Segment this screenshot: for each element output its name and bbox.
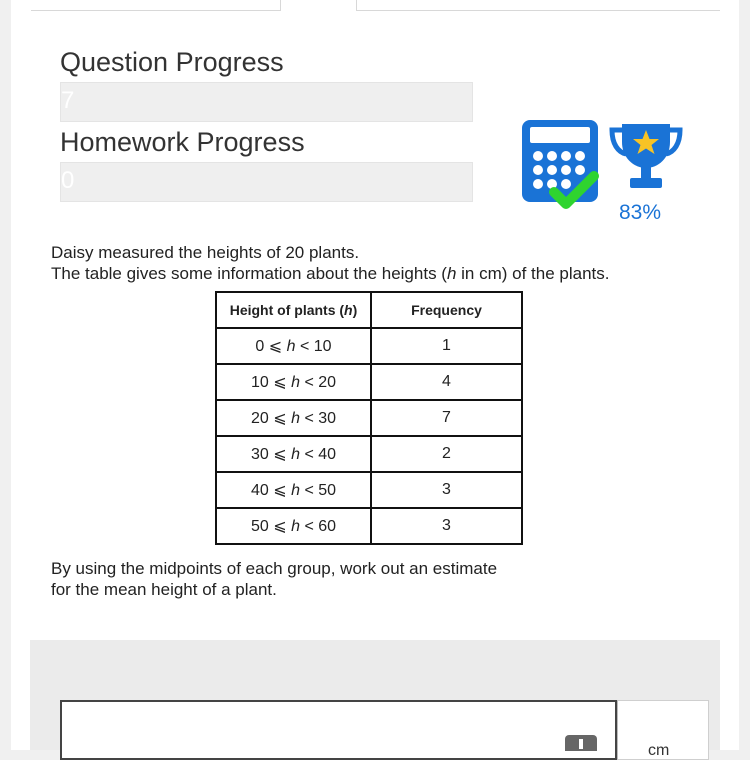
frequency-column-header: Frequency <box>371 292 522 328</box>
content-card <box>11 0 739 759</box>
height-interval-cell: 30 ⩽ h < 40 <box>216 436 371 472</box>
height-interval-cell: 50 ⩽ h < 60 <box>216 508 371 544</box>
height-interval-cell: 40 ⩽ h < 50 <box>216 472 371 508</box>
score-percentage: 83% <box>619 201 662 224</box>
unit-box <box>617 700 709 760</box>
homework-progress-bar <box>60 162 473 202</box>
table-header-row <box>216 292 522 328</box>
answer-input[interactable] <box>60 700 617 760</box>
question-line-1: Daisy measured the heights of 20 plants. <box>51 243 360 262</box>
frequency-cell: 7 <box>371 400 522 436</box>
frequency-cell: 3 <box>371 472 522 508</box>
instruction-line-1: By using the midpoints of each group, work out an estimate <box>51 559 498 578</box>
frequency-cell: 3 <box>371 508 522 544</box>
question-line-2: The table gives some information about the heights (h in cm) of the plants. <box>51 264 610 283</box>
table-row <box>216 364 522 400</box>
frequency-table <box>215 291 523 545</box>
tab-left[interactable] <box>31 0 281 11</box>
height-interval-cell: 20 ⩽ h < 30 <box>216 400 371 436</box>
frequency-cell: 1 <box>371 328 522 364</box>
answer-panel <box>30 640 720 759</box>
table-row <box>216 508 522 544</box>
calculator-check-icon[interactable] <box>522 120 618 216</box>
homework-progress-label: Homework Progress <box>60 127 305 157</box>
frequency-cell: 4 <box>371 364 522 400</box>
instruction-line-2: for the mean height of a plant. <box>51 580 277 599</box>
homework-progress-value: 0 <box>61 167 75 194</box>
trophy-icon[interactable] <box>608 120 684 192</box>
question-progress-value: 7 <box>61 87 75 114</box>
table-row <box>216 436 522 472</box>
frequency-cell: 2 <box>371 436 522 472</box>
table-row <box>216 400 522 436</box>
question-progress-bar <box>60 82 473 122</box>
tab-right[interactable] <box>356 0 720 11</box>
table-row <box>216 328 522 364</box>
question-progress-label: Question Progress <box>60 47 284 77</box>
height-interval-cell: 0 ⩽ h < 10 <box>216 328 371 364</box>
unit-label: cm <box>648 742 670 759</box>
height-column-header: Height of plants (h) <box>216 292 371 328</box>
keypad-icon[interactable] <box>565 735 597 751</box>
table-row <box>216 472 522 508</box>
height-interval-cell: 10 ⩽ h < 20 <box>216 364 371 400</box>
